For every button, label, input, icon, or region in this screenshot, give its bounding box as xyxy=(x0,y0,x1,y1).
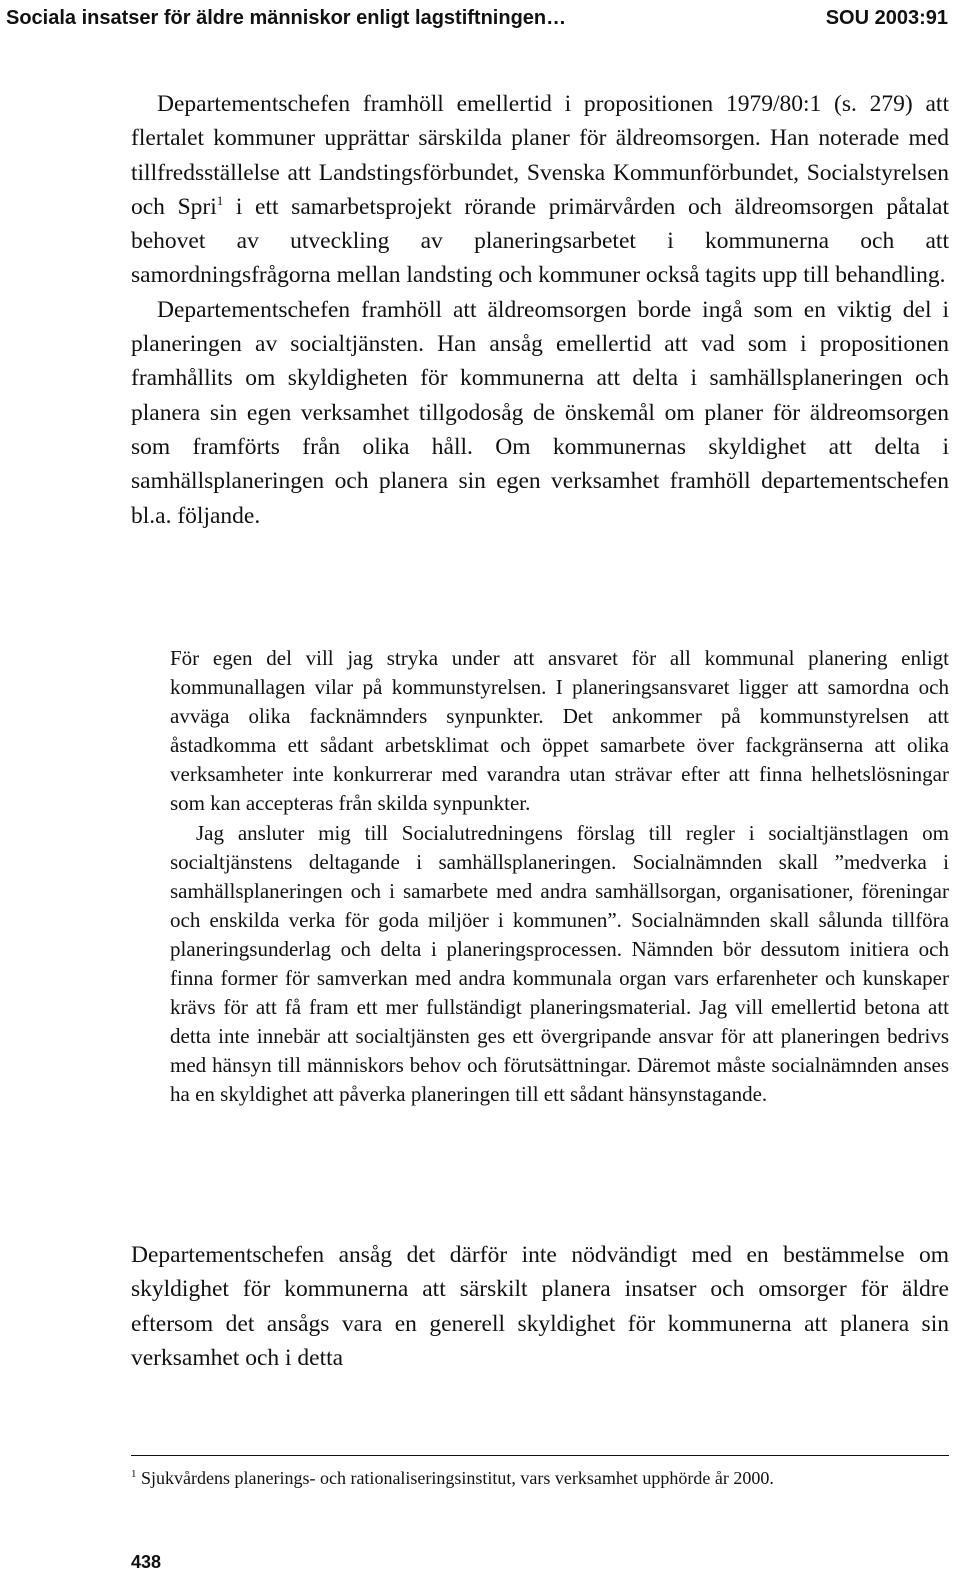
main-text-bottom xyxy=(131,1238,949,1375)
footnote-marker: 1 xyxy=(131,1468,137,1480)
quote-paragraph-2: Jag ansluter mig till Socialutredningens förslag till regler i socialtjänstlagen om socialtjänstens deltagande i samhällsplaneringen. Socialnämnden skall ”medverka i samhällsplaneringen och i samarbete med andra samhällsorgan, organisationer, föreningar och enskilda verka för goda miljöer i kommunen”. Socialnämnden skall sålunda tillföra planeringsunderlag och delta i planeringsprocessen. Nämnden bör dessutom initiera och finna former för samverkan med andra kommunala organ vars erfarenheter och kunskaper krävs för att få fram ett mer fullständigt planeringsmaterial. Jag vill emellertid betona att detta inte innebär att socialtjänsten ges ett övergripande ansvar för att planeringen bedrivs med hänsyn till människors behov och förutsättningar. Däremot måste socialnämnden anses ha en skyldighet att påverka planeringen till ett sådant hänsynstagande. xyxy=(170,820,949,1107)
footnote-divider xyxy=(131,1455,949,1456)
header-title: Sociala insatser för äldre människor enligt lagstiftningen… xyxy=(6,7,567,29)
footnote xyxy=(131,1466,949,1490)
paragraph-1 xyxy=(131,87,949,293)
quote-paragraph-1: För egen del vill jag stryka under att ansvaret för all kommunal planering enligt kommunallagen vilar på kommunstyrelsen. I planeringsansvaret ligger att samordna och avväga olika facknämnders synpunkter. Det ankommer på kommunstyrelsen att åstadkomma ett sådant arbetsklimat och öppet samarbete över fackgränserna att olika verksamheter inte konkurrerar med varandra utan strävar efter att finna helhetslösningar som kan accepteras från skilda synpunkter. xyxy=(170,646,949,816)
paragraph-3: Departementschefen ansåg det därför inte nödvändigt med en bestämmelse om skyldighet för kommunerna att särskilt planera insatser och omsorger för äldre eftersom det ansågs vara en generell skyldighet för kommunerna att planera sin verksamhet och i detta xyxy=(131,1242,949,1371)
block-quote xyxy=(170,644,949,1110)
running-header xyxy=(0,0,960,36)
paragraph-1-text-b: i ett samarbetsprojekt rörande primärvården och äldreomsorgen påtalat behovet av utveckling av planeringsarbetet i kommunerna och att samordningsfrågorna mellan landsting och kommuner också tagits upp till behandling. xyxy=(131,193,949,289)
footnote-reference: 1 xyxy=(216,193,224,209)
paragraph-2: Departementschefen framhöll att äldreomsorgen borde ingå som en viktig del i planeringen av socialtjänsten. Han ansåg emellertid att vad som i propositionen framhållits om skyldigheten för kommunerna att delta i samhällsplaneringen och planera sin egen verksamhet tillgodosåg de önskemål om planer för äldreomsorgen som framförts från olika håll. Om kommunernas skyldighet att delta i samhällsplaneringen och planera sin egen verksamhet framhöll departementschefen bl.a. följande. xyxy=(131,296,949,529)
paragraph-1-text-a: Departementschefen framhöll emellertid i propositionen 1979/80:1 (s. 279) att flertalet kommuner upprättar särskilda planer för äldreomsorgen. Han noterade med tillfredsställelse att Landstingsförbundet, Svenska Kommunförbundet, Socialstyrelsen och Spri xyxy=(131,91,949,220)
main-text-top xyxy=(131,87,949,533)
report-number: SOU 2003:91 xyxy=(825,7,948,29)
page-number: 438 xyxy=(131,1552,162,1572)
footnote-text: Sjukvårdens planerings- och rationaliseringsinstitut, vars verksamhet upphörde år 2000. xyxy=(136,1468,774,1488)
